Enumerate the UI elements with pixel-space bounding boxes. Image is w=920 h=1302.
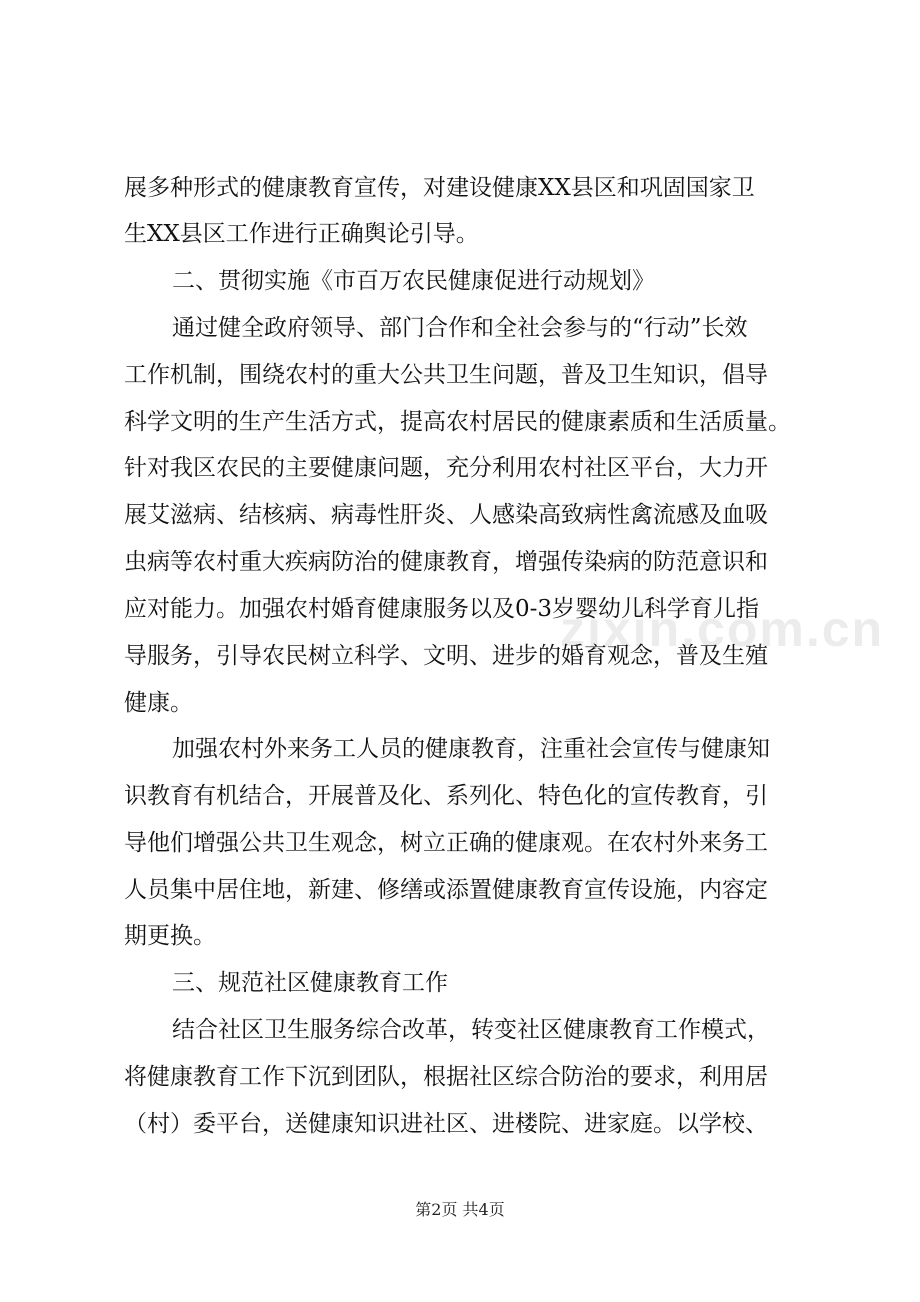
- text-line: 期更换。: [124, 923, 216, 949]
- text-line: 展多种形式的健康教育宣传，对建设健康XX县区和巩固国家卫: [124, 175, 755, 201]
- text-line: 工作机制，围绕农村的重大公共卫生问题，普及卫生知识，倡导: [124, 362, 768, 388]
- text-line: （村）委平台，送健康知识进社区、进楼院、进家庭。以学校、: [124, 1111, 768, 1137]
- text-line: 导服务，引导农民树立科学、文明、进步的婚育观念，普及生殖: [124, 643, 768, 669]
- text-line: 生XX县区工作进行正确舆论引导。: [124, 221, 479, 247]
- text-line: 通过健全政府领导、部门合作和全社会参与的“行动”长效: [172, 315, 748, 341]
- text-line: 导他们增强公共卫生观念，树立正确的健康观。在农村外来务工: [124, 830, 768, 856]
- text-line: 展艾滋病、结核病、病毒性肝炎、人感染高致病性禽流感及血吸: [124, 502, 768, 528]
- text-line: 加强农村外来务工人员的健康教育，注重社会宣传与健康知: [172, 736, 770, 762]
- text-line: 识教育有机结合，开展普及化、系列化、特色化的宣传教育，引: [124, 783, 768, 809]
- text-line: 应对能力。加强农村婚育健康服务以及0-3岁婴幼儿科学育儿指: [124, 596, 760, 622]
- text-line: 将健康教育工作下沉到团队，根据社区综合防治的要求，利用居: [124, 1064, 768, 1090]
- section-heading: 三、规范社区健康教育工作: [172, 970, 448, 996]
- text-line: 科学文明的生产生活方式，提高农村居民的健康素质和生活质量。: [124, 409, 791, 435]
- text-line: 虫病等农村重大疾病防治的健康教育，增强传染病的防范意识和: [124, 549, 768, 575]
- section-heading: 二、贯彻实施《市百万农民健康促进行动规划》: [172, 268, 655, 294]
- text-line: 结合社区卫生服务综合改革，转变社区健康教育工作模式，: [172, 1017, 770, 1043]
- text-line: 健康。: [124, 690, 193, 716]
- text-line: 针对我区农民的主要健康问题，充分利用农村社区平台，大力开: [124, 455, 768, 481]
- page-footer: 第2页 共4页: [415, 1200, 505, 1219]
- text-line: 人员集中居住地，新建、修缮或添置健康教育宣传设施，内容定: [124, 877, 768, 903]
- watermark: zixin.com.cn: [560, 601, 885, 657]
